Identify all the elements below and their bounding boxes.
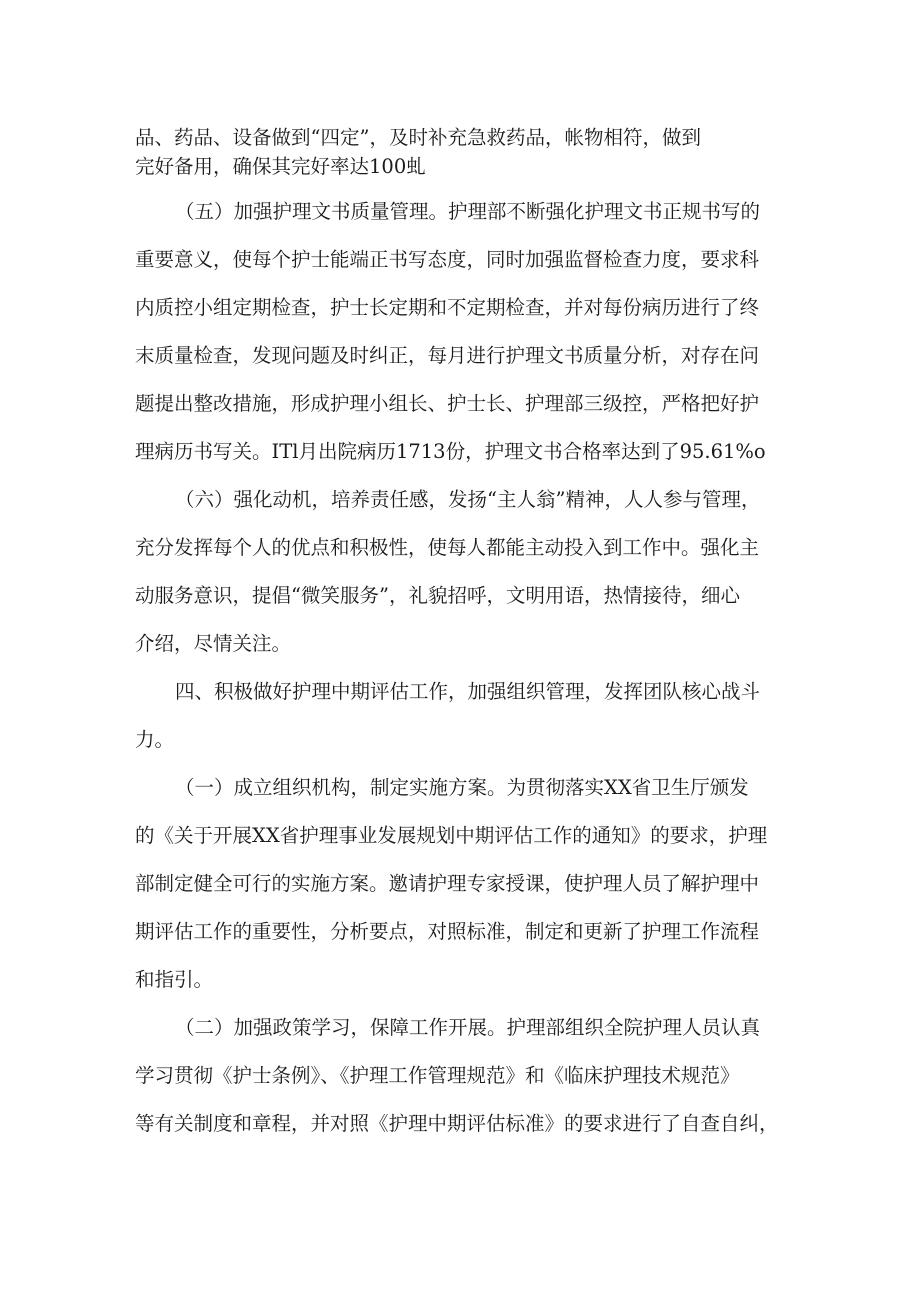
- paragraph-line: 的《关于开展XX省护理事业发展规划中期评估工作的通知》的要求，护理: [135, 824, 768, 847]
- paragraph-line: 学习贯彻《护士条例》、《护理工作管理规范》和《临床护理技术规范》: [135, 1064, 740, 1087]
- paragraph-line: （二）加强政策学习，保障工作开展。护理部组织全院护理人员认真: [175, 1016, 761, 1039]
- paragraph-line: 和指引。: [135, 968, 214, 991]
- paragraph-line: 品、药品、设备做到“四定”，及时补充急救药品，帐物相符，做到: [135, 126, 701, 149]
- paragraph-line: 期评估工作的重要性，分析要点，对照标准，制定和更新了护理工作流程: [135, 920, 760, 943]
- paragraph-line: 重要意义，使每个护士能端正书写态度，同时加强监督检查力度，要求科: [135, 248, 760, 271]
- paragraph-line: 内质控小组定期检查，护士长定期和不定期检查，并对每份病历进行了终: [135, 296, 760, 319]
- paragraph-line: （一）成立组织机构，制定实施方案。为贯彻落实XX省卫生厅颁发: [175, 776, 749, 799]
- paragraph-line: 完好备用，确保其完好率达100虬: [135, 155, 426, 178]
- paragraph-line: （五）加强护理文书质量管理。护理部不断强化护理文书正规书写的: [175, 200, 761, 223]
- paragraph-line: 末质量检查，发现问题及时纠正，每月进行护理文书质量分析，对存在问: [135, 344, 760, 367]
- section-heading: 四、积极做好护理中期评估工作，加强组织管理，发挥团队核心战斗: [175, 680, 761, 703]
- paragraph-line: 部制定健全可行的实施方案。邀请护理专家授课，使护理人员了解护理中: [135, 872, 760, 895]
- paragraph-line: 介绍，尽情关注。: [135, 632, 292, 655]
- paragraph-line: 充分发挥每个人的优点和积极性，使每人都能主动投入到工作中。强化主: [135, 536, 760, 559]
- paragraph-line: 等有关制度和章程，并对照《护理中期评估标准》的要求进行了自查自纠，: [135, 1112, 779, 1135]
- paragraph-line: 理病历书写关。ITl月出院病历1713份，护理文书合格率达到了95.61%o: [135, 440, 766, 463]
- paragraph-line: 动服务意识，提倡“微笑服务”，礼貌招呼，文明用语，热情接待，细心: [135, 584, 740, 607]
- paragraph-line: （六）强化动机，培养责任感，发扬“主人翁”精神，人人参与管理，: [175, 488, 761, 511]
- paragraph-line: 题提出整改措施，形成护理小组长、护士长、护理部三级控，严格把好护: [135, 392, 760, 415]
- section-heading: 力。: [135, 728, 175, 751]
